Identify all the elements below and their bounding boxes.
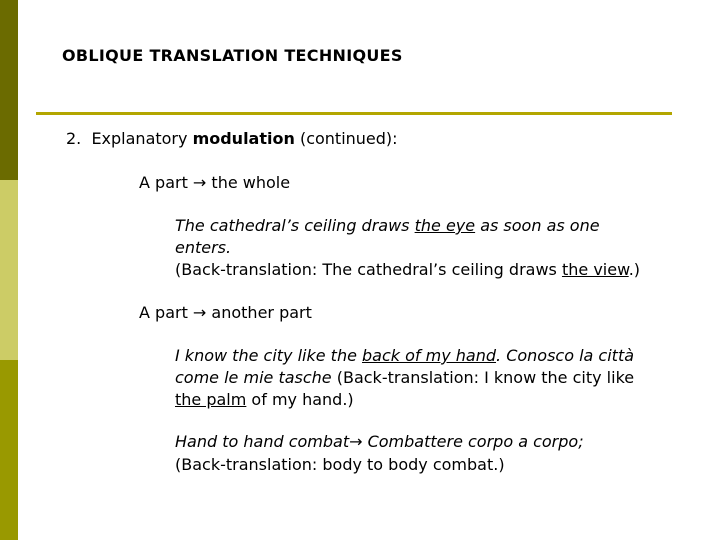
bt-text: (Back-translation: The cathedral’s ceiling draws: [175, 260, 562, 279]
section2-example-line2: [175, 367, 634, 388]
italic-phrase: come le mie tasche: [175, 368, 332, 387]
section2-backtranslation: (Back-translation: body to body combat.): [175, 455, 505, 474]
slide-title: OBLIQUE TRANSLATION TECHNIQUES: [62, 46, 403, 65]
section1-example-line2: enters.: [175, 238, 232, 257]
sidebar-block-middle: [0, 180, 18, 360]
sidebar-decoration: [0, 0, 18, 540]
example-text: The cathedral’s ceiling draws: [175, 216, 415, 235]
section2-example-line4: Hand to hand combat→ Combattere corpo a corpo;: [175, 432, 584, 451]
example-text: as soon as one: [475, 216, 600, 235]
sidebar-block-bottom: [0, 360, 18, 540]
section2-example-line3: [175, 389, 354, 410]
bt-text: of my hand.): [246, 390, 354, 409]
point-heading: [66, 128, 398, 149]
section1-backtranslation: [175, 259, 640, 280]
example-text: . Conosco la città: [496, 346, 635, 365]
point-bold-term: modulation: [192, 129, 295, 148]
section2-heading: A part → another part: [139, 303, 312, 322]
point-prefix: 2. Explanatory: [66, 129, 193, 148]
sidebar-block-top: [0, 0, 18, 180]
section1-example-line1: [175, 215, 600, 236]
underlined-term: back of my hand: [362, 346, 497, 365]
point-suffix: (continued):: [294, 129, 398, 148]
underlined-term: the eye: [414, 216, 476, 235]
underlined-term: the view: [561, 260, 629, 279]
bt-text: .): [628, 260, 641, 279]
section2-example-line1: [175, 345, 634, 366]
bt-text: (Back-translation: I know the city like: [331, 368, 635, 387]
section1-heading: A part → the whole: [139, 173, 291, 192]
example-text: I know the city like the: [175, 346, 363, 365]
underlined-term: the palm: [175, 390, 247, 409]
title-divider: [36, 112, 672, 115]
